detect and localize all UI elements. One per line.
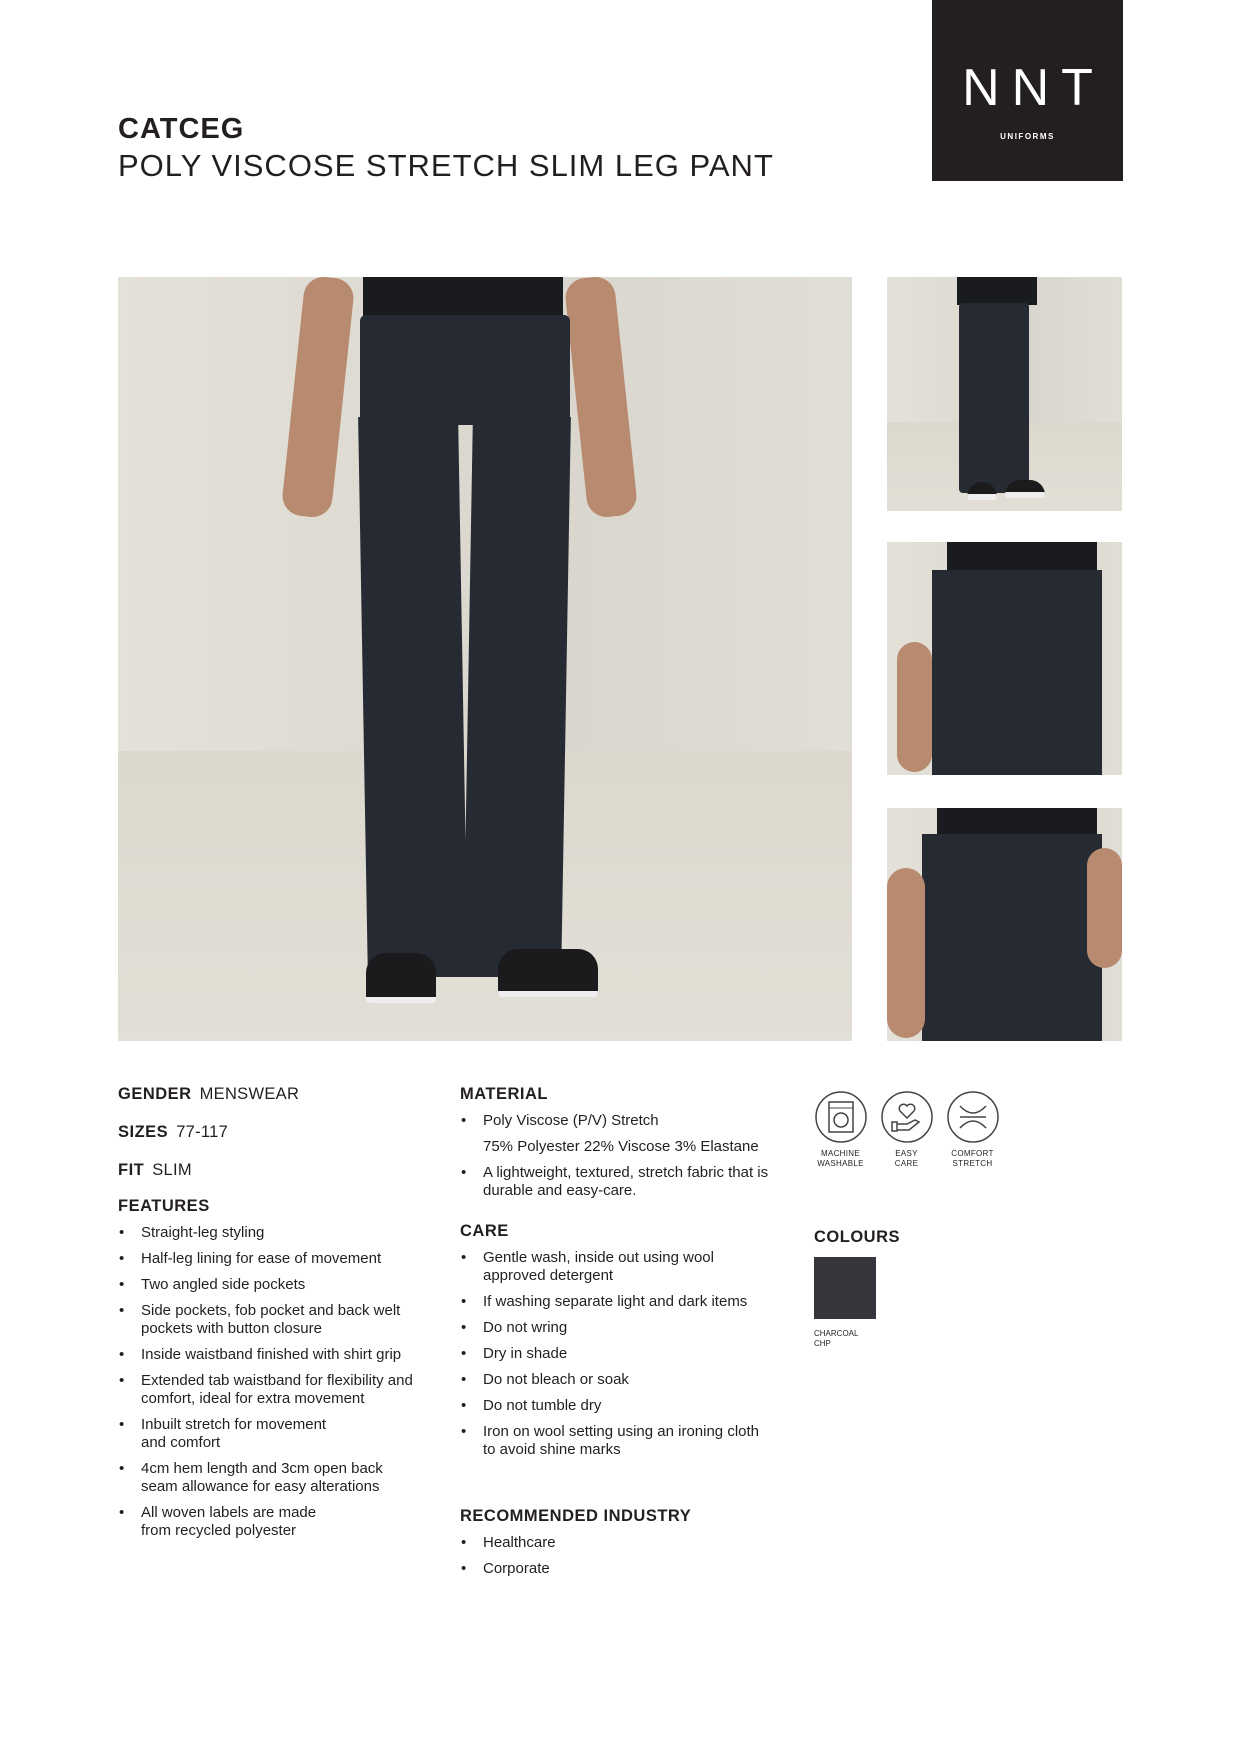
- spec-gender: [118, 1085, 438, 1123]
- list-item: • Do not bleach or soak: [460, 1371, 790, 1389]
- main-product-photo: [118, 277, 852, 1041]
- list-item: • Two angled side pockets: [118, 1276, 438, 1294]
- list-item: • Side pockets, fob pocket and back welt pockets with button closure: [118, 1302, 408, 1338]
- heart-hand-icon: [880, 1090, 934, 1144]
- spec-label: FIT: [118, 1161, 145, 1179]
- specs-column: [118, 1085, 438, 1548]
- features-heading: FEATURES: [118, 1197, 210, 1215]
- side-view-photo: [887, 277, 1122, 511]
- list-item: • Inbuilt stretch for movement and comfort: [118, 1416, 348, 1452]
- list-item: • Gentle wash, inside out using wool approved detergent: [460, 1249, 720, 1285]
- comfort-stretch-badge: [944, 1090, 1001, 1169]
- front-detail-photo: [887, 808, 1122, 1041]
- colours-heading: COLOURS: [814, 1228, 900, 1246]
- brand-logo: [932, 0, 1123, 181]
- spec-value: 77-117: [176, 1123, 229, 1141]
- icon-label: EASY: [895, 1149, 918, 1158]
- back-view-photo: [887, 542, 1122, 775]
- colour-code: CHP: [814, 1339, 831, 1348]
- list-item: 75% Polyester 22% Viscose 3% Elastane: [483, 1138, 759, 1155]
- icon-label: MACHINE: [821, 1149, 860, 1158]
- icon-label: COMFORT: [951, 1149, 994, 1158]
- list-item: • If washing separate light and dark items: [460, 1293, 790, 1311]
- list-item: • Half-leg lining for ease of movement: [118, 1250, 438, 1268]
- colours-section: [814, 1228, 900, 1349]
- material-heading: MATERIAL: [460, 1085, 549, 1103]
- list-item: • A lightweight, textured, stretch fabric that is durable and easy-care.: [460, 1164, 770, 1200]
- industry-heading: RECOMMENDED INDUSTRY: [460, 1507, 692, 1525]
- colour-swatch-charcoal[interactable]: [814, 1257, 876, 1319]
- features-list: [118, 1224, 438, 1540]
- colour-label: [814, 1329, 884, 1349]
- care-icons: [812, 1090, 1001, 1169]
- logo-text: NNT: [962, 59, 1105, 117]
- list-item: • Do not tumble dry: [460, 1397, 790, 1415]
- icon-label: CARE: [894, 1159, 919, 1168]
- spec-label: SIZES: [118, 1123, 169, 1141]
- product-name: POLY VISCOSE STRETCH SLIM LEG PANT: [118, 148, 774, 183]
- list-item: • Iron on wool setting using an ironing cloth to avoid shine marks: [460, 1423, 760, 1459]
- list-item: • All woven labels are made from recycled polyester: [118, 1504, 348, 1540]
- list-item: • Extended tab waistband for flexibility and comfort, ideal for extra movement: [118, 1372, 428, 1408]
- list-item: • Do not wring: [460, 1319, 790, 1337]
- spec-value: SLIM: [152, 1161, 192, 1179]
- list-item: • Poly Viscose (P/V) Stretch: [460, 1112, 790, 1130]
- list-item: • Corporate: [460, 1560, 790, 1578]
- spec-fit: [118, 1161, 438, 1197]
- spec-sizes: [118, 1123, 438, 1161]
- logo-subtext: UNIFORMS: [1000, 132, 1055, 141]
- list-item: • 4cm hem length and 3cm open back seam allowance for easy alterations: [118, 1460, 418, 1496]
- icon-label: WASHABLE: [817, 1159, 864, 1168]
- colour-name: CHARCOAL: [814, 1329, 859, 1338]
- icon-label: STRETCH: [952, 1159, 993, 1168]
- care-heading: CARE: [460, 1222, 509, 1240]
- list-item: • Dry in shade: [460, 1345, 790, 1363]
- list-item: • Straight-leg styling: [118, 1224, 438, 1242]
- list-item: • Inside waistband finished with shirt grip: [118, 1346, 438, 1364]
- easy-care-badge: [878, 1090, 935, 1169]
- washing-machine-icon: [814, 1090, 868, 1144]
- spec-value: MENSWEAR: [199, 1085, 300, 1103]
- machine-washable-badge: [812, 1090, 869, 1169]
- list-item: • Healthcare: [460, 1534, 790, 1552]
- stretch-icon: [946, 1090, 1000, 1144]
- product-code: CATCEG: [118, 113, 245, 145]
- spec-label: GENDER: [118, 1085, 192, 1103]
- material-care-column: [460, 1085, 790, 1586]
